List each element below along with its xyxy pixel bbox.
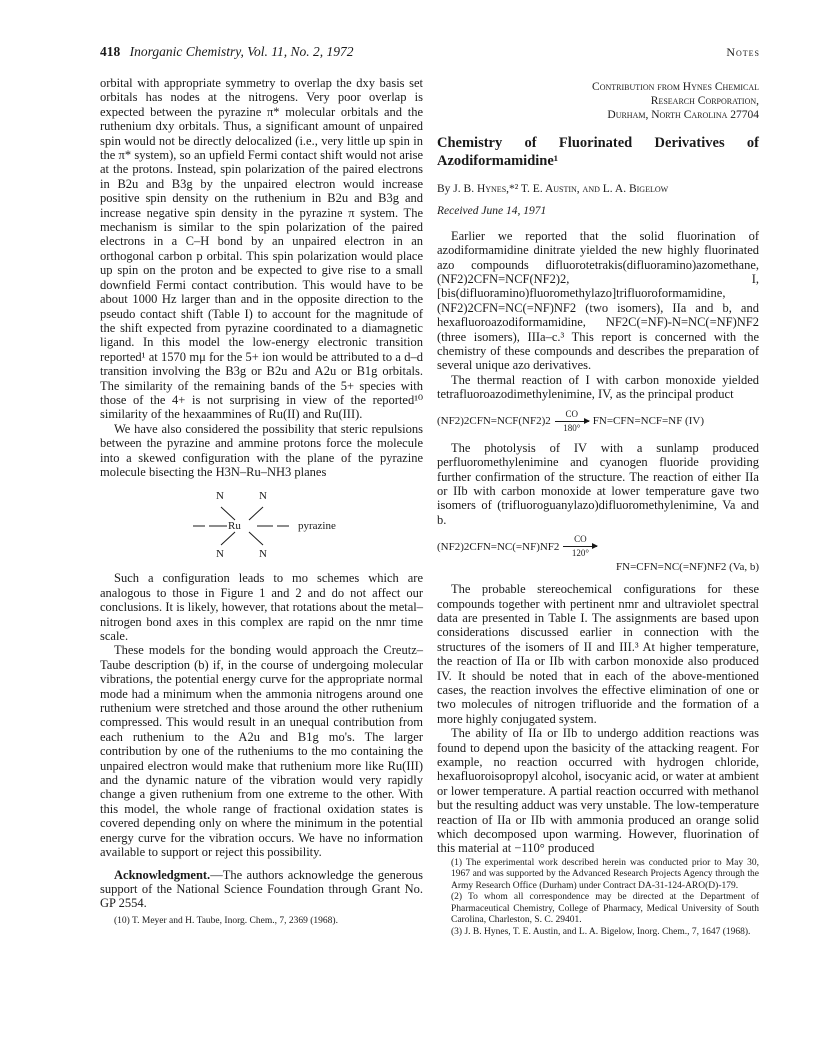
- footnotes-left: [100, 916, 423, 928]
- left-paragraph-2: We have also considered the possibility that steric repulsions between the pyrazine and ammine protons force the molecule into a skewed configuration with the plane of the pyrazine molecule bisecting the H3N–Ru–NH3 planes: [100, 421, 423, 479]
- equation-2: [437, 535, 759, 574]
- right-paragraph-1: Earlier we reported that the solid fluorination of azodiformamidine dinitrate yielded the new highly fluorinated azo compounds difluorotetrakis(difluoramino)azomethane, (NF2)2CFN=NCF(NF2)2, I, [bis(difluoramino)fluoromethylazo]trifluoroformamidine, (NF2)2CFN=NC(=NF)NF2 (two isomers), IIa and b, and hexafluoroazodiformamidine, NF2C(=NF)-N=NC(=NF)NF2 (three isomers), IIIa–c.³ This report is concerned with the chemistry of these compounds and describes the preparation of several unique azo derivatives.: [437, 228, 759, 373]
- journal-citation: Inorganic Chemistry, Vol. 11, No. 2, 1972: [129, 44, 354, 59]
- eq2-condition: 120°: [571, 548, 589, 559]
- footnotes-right: [437, 858, 759, 939]
- eq2-arrow: [563, 535, 597, 558]
- pyrazine-label: pyrazine: [298, 520, 336, 533]
- header-left: [100, 44, 354, 60]
- eq2-reagent: CO: [574, 534, 587, 545]
- eq1-condition: 180°: [563, 422, 581, 433]
- author-line: [437, 182, 759, 196]
- affiliation-line-3: Durham, North Carolina 27704: [607, 109, 759, 121]
- nitrogen-bottom-left: N: [216, 548, 224, 561]
- eq1-reagent: CO: [565, 408, 579, 419]
- eq2-reactant: (NF2)2CFN=NC(=NF)NF2: [437, 540, 560, 553]
- nitrogen-bottom-right: N: [259, 548, 267, 561]
- left-paragraph-4: These models for the bonding would approach the Creutz–Taube description (b) if, in the course of undergoing molecular vibrations, the potential energy curve for the appropriate normal mode had a minimum when the ammonia nitrogens around one ruthenium were stretched and those around the other ruthenium compressed. This would result in an unequal contribution from each ruthenium to the A2u and B1g mo's. The larger contribution by one of the rutheniums to the mo containing the unpaired electron would make that ruthenium more like Ru(III) and the dynamic nature of the vibration would very rapidly change a given ruthenium from one extreme to the other. With this model, the whole range of fractional oxidation states is covered depending only on where the minimum in the potential energy curve for the vibration occurs. We have no information available to support or reject this possibility.: [100, 643, 423, 860]
- right-paragraph-5: The ability of IIa or IIb to undergo addition reactions was found to depend upon the basicity of the attacking reagent. For example, no reaction occurred with hydrogen chloride, hexafluoroisopropyl alcohol, isocyanic acid, or water at ambient or lower temperature. A partial reaction occurred with methanol but the resulting adduct was very unstable. The low-temperature reaction of IIa or IIb with ammonia produced an orange solid which decomposed upon warming. However, fluorination of this material at −110° produced: [437, 726, 759, 856]
- footnote-10: (10) T. Meyer and H. Taube, Inorg. Chem., 7, 2369 (1968).: [114, 915, 338, 926]
- left-paragraph-3: Such a configuration leads to mo schemes which are analogous to those in Figure 1 and 2 and do not affect our conclusions. It is likely, however, that rotations about the metal–nitrogen bond axes in this complex are rapid on the nmr time scale.: [100, 571, 423, 643]
- right-column: [437, 76, 759, 938]
- eq1-product: FN=CFN=NCF=NF (IV): [592, 415, 704, 428]
- arrow-icon: [555, 421, 589, 422]
- footnote-2: (2) To whom all correspondence may be directed at the Department of Pharmaceutical Chemistry, College of Pharmacy, Medical University of South Carolina, Charleston, S. C. 29401.: [451, 892, 759, 926]
- section-label: Notes: [726, 45, 760, 59]
- pyrazine-structure-diagram: [100, 487, 423, 561]
- footnote-3: (3) J. B. Hynes, T. E. Austin, and L. A. Bigelow, Inorg. Chem., 7, 1647 (1968).: [451, 926, 751, 937]
- acknowledgment-heading: Acknowledgment.: [114, 867, 211, 882]
- right-paragraph-3: The photolysis of IV with a sunlamp produced perfluoromethylenimine and cyanogen fluoride providing further confirmation of the structure. The reaction of either IIa or IIb with carbon monoxide at lower temperature gave two isomers of (trifluoroguanylazo)difluoromethylenimine, Va and b.: [437, 440, 759, 527]
- footnote-1: (1) The experimental work described herein was conducted prior to May 30, 1967 and was supported by the Advanced Research Projects Agency through the Army Research Office (Durham) under Contract DA-31-124-ARO(D)-179.: [451, 857, 759, 891]
- left-column: [100, 76, 423, 927]
- affiliation-line-1: Contribution from Hynes Chemical: [592, 81, 759, 93]
- ruthenium-label: Ru: [228, 520, 241, 533]
- eq1-arrow: [555, 410, 589, 433]
- eq1-reactant: (NF2)2CFN=NCF(NF2)2: [437, 415, 551, 428]
- acknowledgment-text: —The authors acknowledge the generous support of the National Science Foundation through Grant No. GP 2554.: [100, 867, 423, 911]
- nitrogen-top-left: N: [216, 490, 224, 503]
- affiliation: [437, 80, 759, 122]
- page-header: [100, 44, 760, 64]
- arrow-icon: [563, 546, 597, 547]
- nitrogen-top-right: N: [259, 490, 267, 503]
- acknowledgment: [100, 868, 423, 911]
- article-title: Chemistry of Fluorinated Derivatives of Azodiformamidine¹: [437, 135, 759, 169]
- affiliation-line-2: Research Corporation,: [650, 95, 759, 107]
- eq2-product: FN=CFN=NC(=NF)NF2 (Va, b): [616, 561, 759, 574]
- received-date: Received June 14, 1971: [437, 205, 547, 218]
- page-number: 418: [100, 44, 121, 59]
- right-paragraph-4: The probable stereochemical configurations for these compounds together with pertinent nmr and ultraviolet spectral data are presented in Table I. The assignments are based upon considerations discussed earlier in connection with the structures of the isomers of II and III.³ At higher temperature, the reaction of IIa or IIb with carbon monoxide also produced IV. It should be noted that in each of the above-mentioned cases, the reaction involves the effective elimination of one or two molecules of nitrogen trifluoride and the formation of a more highly conjugated system.: [437, 582, 759, 726]
- right-paragraph-2: The thermal reaction of I with carbon monoxide yielded tetrafluoroazodimethylenimine, IV, as the principal product: [437, 372, 759, 402]
- authors-names: J. B. Hynes,*² T. E. Austin, and L. A. Bigelow: [453, 183, 669, 195]
- equation-1: [437, 410, 759, 433]
- left-paragraph-1: orbital with appropriate symmetry to overlap the dxy basis set orbitals has nodes at the nitrogens. Very poor overlap is expected between the pyrazine π* molecular orbitals and the ruthenium dxy orbitals. Thus, a significant amount of unpaired spin would not be directly delocalized (i.e., very little up spin in the π* system), so an upfield Fermi contact shift would not arise at the protons. Instead, spin polarization of the paired electrons in B2u and B3g by the unpaired electron would increase positive spin density on the ruthenium in B2u and B3g and increase negative spin density in the pyrazine π system. The mechanism is similar to the spin polarization of the paired electrons in a C–H bond by an unpaired electron in an orthogonal carbon p orbital. This spin polarization would place up spin on the proton and be expected to give rise to a small downfield Fermi contact contribution. This would have to be about 1000 Hz larger than and in the opposite direction to the pseudo contact shift (Table I) to account for the magnitude of the shift expected from pyrazine coordinated to a diamagnetic ligand. In this model the low-energy electronic transition reported¹ at 1570 mμ for the 5+ ion would be attributed to a d–d transition involving the B3g or B2u and A2u or B1g orbitals. The similarity of the remaining bands of the 5+ species with those of the 4+ is not surprising in view of the reported¹⁰ similarity of the hexaammines of Ru(II) and Ru(III).: [100, 76, 423, 422]
- authors-prefix: By: [437, 183, 451, 195]
